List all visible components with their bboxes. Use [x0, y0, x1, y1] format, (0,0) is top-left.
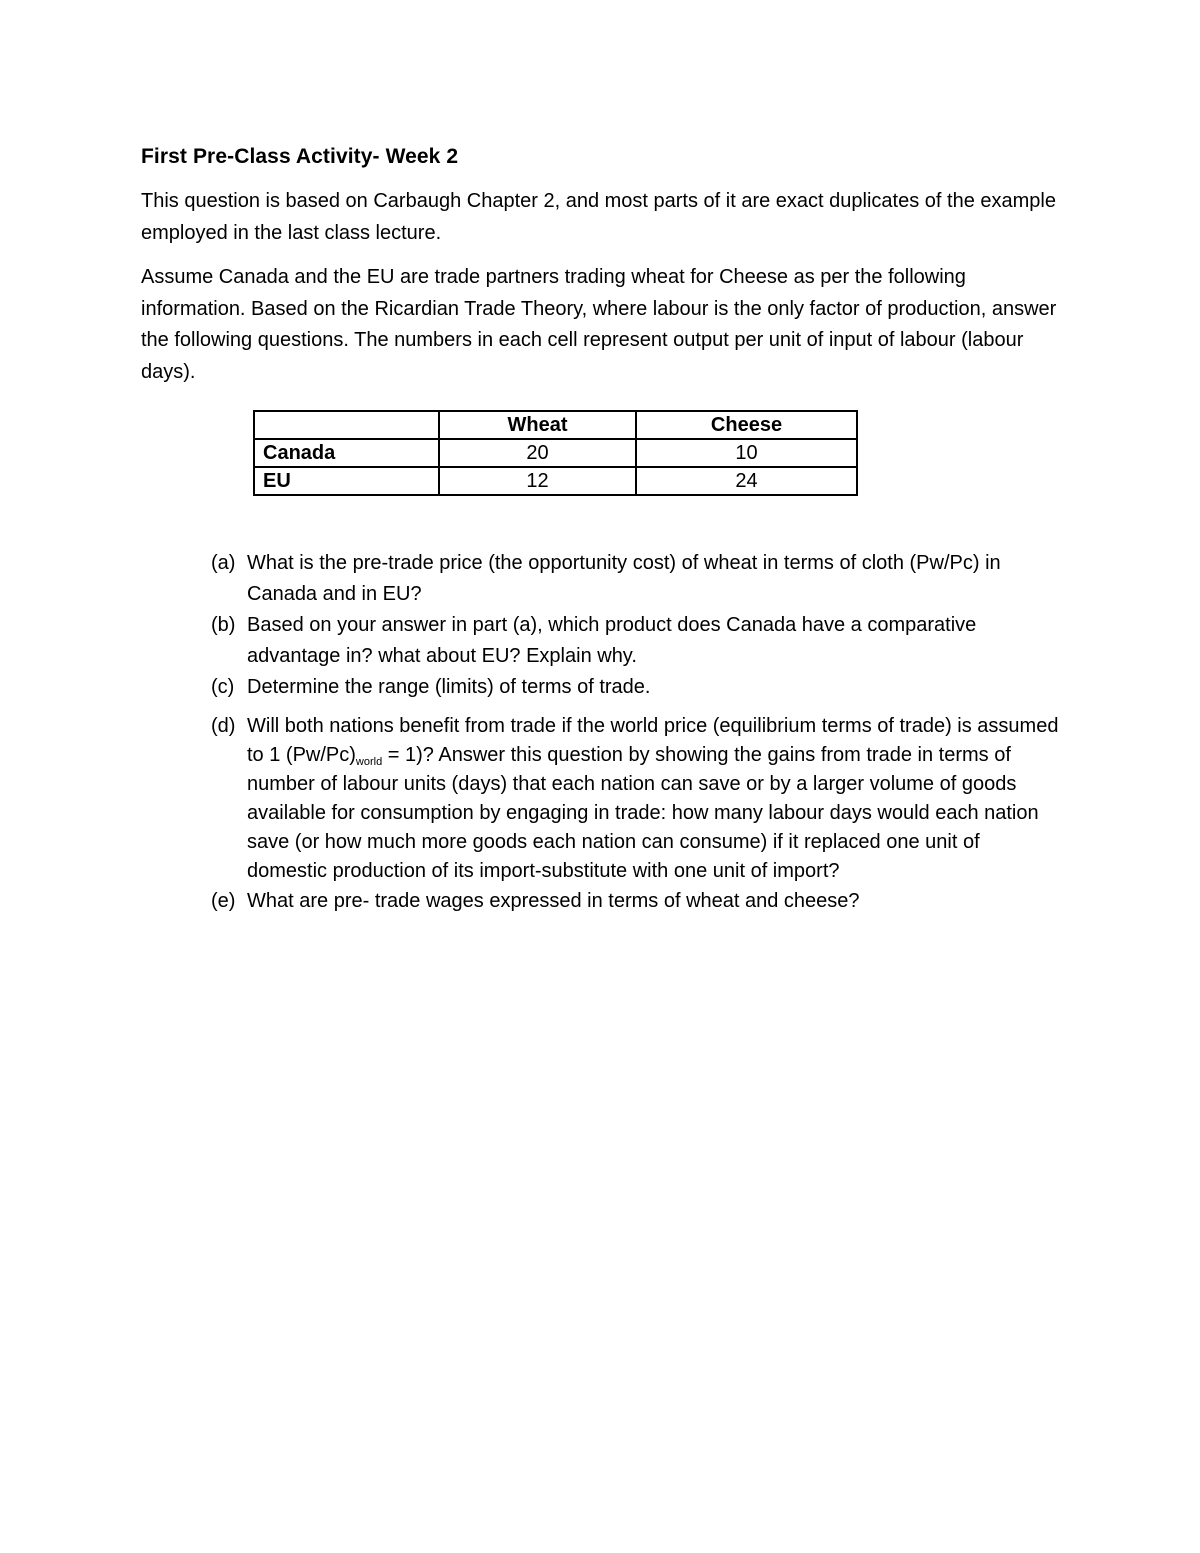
question-d	[211, 712, 1061, 886]
page-title: First Pre-Class Activity- Week 2	[141, 145, 459, 168]
question-c	[211, 672, 1061, 703]
table-cell-canada-cheese: 10	[636, 439, 857, 467]
question-label: (c)	[211, 676, 235, 698]
table-corner-cell	[254, 411, 439, 439]
question-label: (b)	[211, 614, 236, 636]
question-label: (e)	[211, 890, 236, 912]
table-row	[254, 439, 857, 467]
table-header-row	[254, 411, 857, 439]
table-cell-eu-wheat: 12	[439, 467, 636, 495]
question-text-part2: = 1)? Answer this question by showing the gains from trade in terms of number of labour units (days) that each nation can save or by a larger volume of goods available for consumption by engaging in trade: how many labour days would each nation save (or how much more goods each nation can consume) if it replaced one unit of domestic production of its import-substitute with one unit of import?	[247, 744, 1039, 882]
table-row-label-eu: EU	[254, 467, 439, 495]
output-table	[253, 410, 858, 496]
question-a	[211, 548, 1061, 610]
question-text: What is the pre-trade price (the opportunity cost) of wheat in terms of cloth (Pw/Pc) in Canada and in EU?	[247, 552, 1001, 605]
question-label: (d)	[211, 715, 236, 737]
table-row	[254, 467, 857, 495]
question-text-part1: Will both nations benefit from trade if the world price (equilibrium terms of trade) is assumed to 1 (Pw/Pc)	[247, 715, 1059, 766]
table-cell-eu-cheese: 24	[636, 467, 857, 495]
question-text: Based on your answer in part (a), which product does Canada have a comparative advantage in? what about EU? Explain why.	[247, 614, 977, 667]
intro-paragraph: This question is based on Carbaugh Chapter 2, and most parts of it are exact duplicates of the example employed in the last class lecture.	[141, 190, 1056, 244]
question-text: What are pre- trade wages expressed in terms of wheat and cheese?	[247, 890, 860, 912]
world-subscript: world	[355, 756, 383, 768]
question-b	[211, 610, 1061, 672]
table-header-cheese: Cheese	[636, 411, 857, 439]
document-content	[141, 142, 1061, 912]
table-cell-canada-wheat: 20	[439, 439, 636, 467]
table-header-wheat: Wheat	[439, 411, 636, 439]
question-text: Determine the range (limits) of terms of trade.	[247, 676, 651, 698]
context-paragraph: Assume Canada and the EU are trade partners trading wheat for Cheese as per the following information. Based on the Ricardian Trade Theory, where labour is the only factor of production, answer the following questions. The numbers in each cell represent output per unit of input of labour (labour days).	[141, 266, 1057, 383]
table-row-label-canada: Canada	[254, 439, 439, 467]
question-label: (a)	[211, 552, 236, 574]
question-list	[211, 548, 1061, 916]
question-e	[211, 886, 1061, 916]
